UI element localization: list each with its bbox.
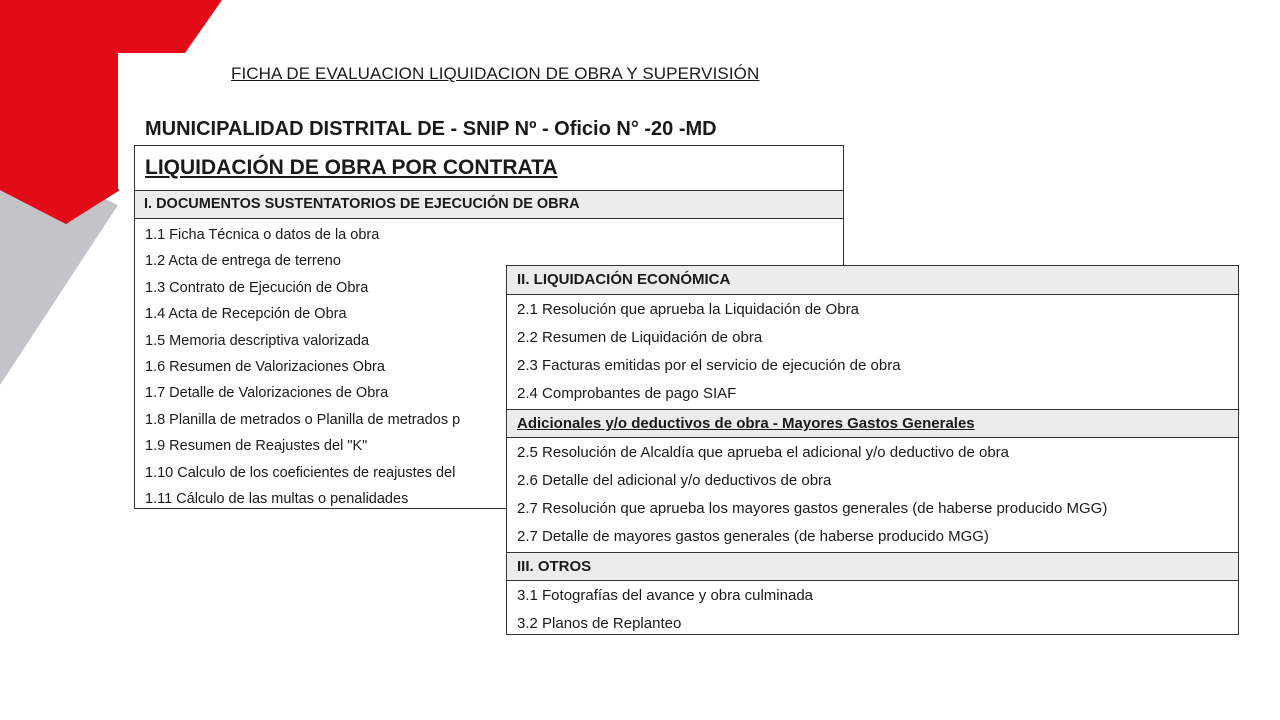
section-3-header: III. OTROS bbox=[507, 552, 1238, 581]
list-item: 1.10 Calculo de los coeficientes de reajustes del bbox=[145, 464, 456, 481]
list-item: 3.2 Planos de Replanteo bbox=[517, 615, 682, 632]
list-item: 1.6 Resumen de Valorizaciones Obra bbox=[145, 358, 385, 375]
list-item: 2.6 Detalle del adicional y/o deductivos de obra bbox=[517, 472, 832, 489]
additionals-subsection-header: Adicionales y/o deductivos de obra - Mayores Gastos Generales bbox=[507, 409, 1238, 438]
section-3-list bbox=[507, 581, 1238, 639]
list-item: 2.1 Resolución que aprueba la Liquidación de Obra bbox=[517, 301, 859, 318]
list-item: 2.3 Facturas emitidas por el servicio de ejecución de obra bbox=[517, 357, 901, 374]
list-item: 2.2 Resumen de Liquidación de obra bbox=[517, 329, 763, 346]
document-title: FICHA DE EVALUACION LIQUIDACION DE OBRA Y SUPERVISIÓN bbox=[231, 64, 760, 83]
additionals-list bbox=[507, 438, 1238, 552]
list-item: 1.9 Resumen de Reajustes del "K" bbox=[145, 438, 368, 455]
section-2-list bbox=[507, 295, 1238, 409]
section-2-header: II. LIQUIDACIÓN ECONÓMICA bbox=[507, 266, 1238, 295]
list-item: 1.4 Acta de Recepción de Obra bbox=[145, 306, 347, 323]
list-item: 1.7 Detalle de Valorizaciones de Obra bbox=[145, 385, 389, 402]
panel-heading: LIQUIDACIÓN DE OBRA POR CONTRATA bbox=[135, 146, 843, 191]
list-item: 1.1 Ficha Técnica o datos de la obra bbox=[145, 227, 380, 243]
list-item: 2.7 Resolución que aprueba los mayores gastos generales (de haberse producido MGG) bbox=[517, 500, 1108, 517]
list-item: 1.11 Cálculo de las multas o penalidades bbox=[145, 490, 409, 507]
list-item: 1.3 Contrato de Ejecución de Obra bbox=[145, 279, 369, 296]
municipality-header: MUNICIPALIDAD DISTRITAL DE - SNIP Nº - Oficio N° -20 -MD bbox=[145, 118, 717, 140]
section-1-header: I. DOCUMENTOS SUSTENTATORIOS DE EJECUCIÓN DE OBRA bbox=[135, 191, 843, 219]
list-item: 2.7 Detalle de mayores gastos generales (de haberse producido MGG) bbox=[517, 528, 989, 545]
list-item: 1.8 Planilla de metrados o Planilla de metrados p bbox=[145, 411, 461, 428]
list-item: 2.5 Resolución de Alcaldía que aprueba el adicional y/o deductivo de obra bbox=[517, 444, 1010, 461]
list-item: 2.4 Comprobantes de pago SIAF bbox=[517, 385, 737, 402]
list-item: 1.2 Acta de entrega de terreno bbox=[145, 253, 341, 270]
economic-settlement-panel bbox=[506, 265, 1239, 635]
list-item: 1.5 Memoria descriptiva valorizada bbox=[145, 332, 370, 349]
list-item: 3.1 Fotografías del avance y obra culminada bbox=[517, 587, 814, 604]
